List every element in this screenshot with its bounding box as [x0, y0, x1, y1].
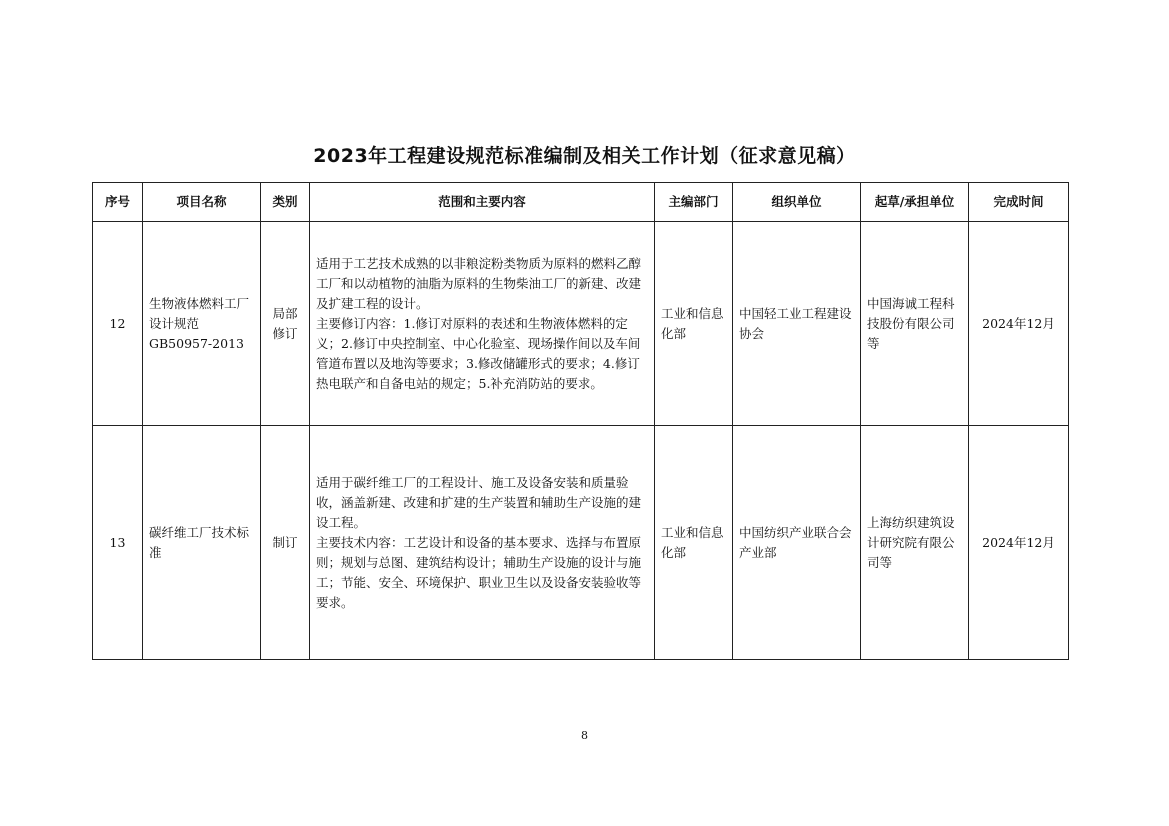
header-project-name: 项目名称 [143, 183, 261, 222]
cell-due-date: 2024年12月 [969, 222, 1069, 426]
table-row [93, 426, 1069, 660]
cell-seq: 12 [93, 222, 143, 426]
cell-scope: 适用于碳纤维工厂的工程设计、施工及设备安装和质量验收，涵盖新建、改建和扩建的生产装置和辅助生产设施的建设工程。 主要技术内容：工艺设计和设备的基本要求、选择与布置原则；规划与总图、建筑结构设计；辅助生产设施的设计与施工；节能、安全、环境保护、职业卫生以及设备安装验收等要求。 [310, 426, 655, 660]
cell-editor-dept: 工业和信息化部 [655, 222, 733, 426]
header-type: 类别 [261, 183, 310, 222]
cell-editor-dept: 工业和信息化部 [655, 426, 733, 660]
header-editor-dept: 主编部门 [655, 183, 733, 222]
table-row [93, 222, 1069, 426]
page-title: 2023年工程建设规范标准编制及相关工作计划（征求意见稿） [313, 145, 856, 167]
cell-drafter: 中国海诚工程科技股份有限公司等 [861, 222, 969, 426]
header-seq: 序号 [93, 183, 143, 222]
header-drafter: 起草/承担单位 [861, 183, 969, 222]
cell-project-name: 生物液体燃料工厂设计规范GB50957-2013 [143, 222, 261, 426]
page-number: 8 [581, 729, 588, 742]
header-due-date: 完成时间 [969, 183, 1069, 222]
cell-drafter: 上海纺织建筑设计研究院有限公司等 [861, 426, 969, 660]
table-header-row [93, 183, 1069, 222]
header-scope: 范围和主要内容 [310, 183, 655, 222]
cell-org-unit: 中国轻工业工程建设协会 [733, 222, 861, 426]
cell-type: 局部修订 [261, 222, 310, 426]
cell-due-date: 2024年12月 [969, 426, 1069, 660]
plan-table [92, 182, 1069, 660]
cell-type: 制订 [261, 426, 310, 660]
cell-scope: 适用于工艺技术成熟的以非粮淀粉类物质为原料的燃料乙醇工厂和以动植物的油脂为原料的生物柴油工厂的新建、改建及扩建工程的设计。 主要修订内容：1.修订对原料的表述和生物液体燃料的定义；2.修订中央控制室、中心化验室、现场操作间以及车间管道布置以及地沟等要求；3.修改储罐形式的要求；4.修订热电联产和自备电站的规定；5.补充消防站的要求。 [310, 222, 655, 426]
cell-org-unit: 中国纺织产业联合会产业部 [733, 426, 861, 660]
cell-seq: 13 [93, 426, 143, 660]
header-org-unit: 组织单位 [733, 183, 861, 222]
cell-project-name: 碳纤维工厂技术标准 [143, 426, 261, 660]
